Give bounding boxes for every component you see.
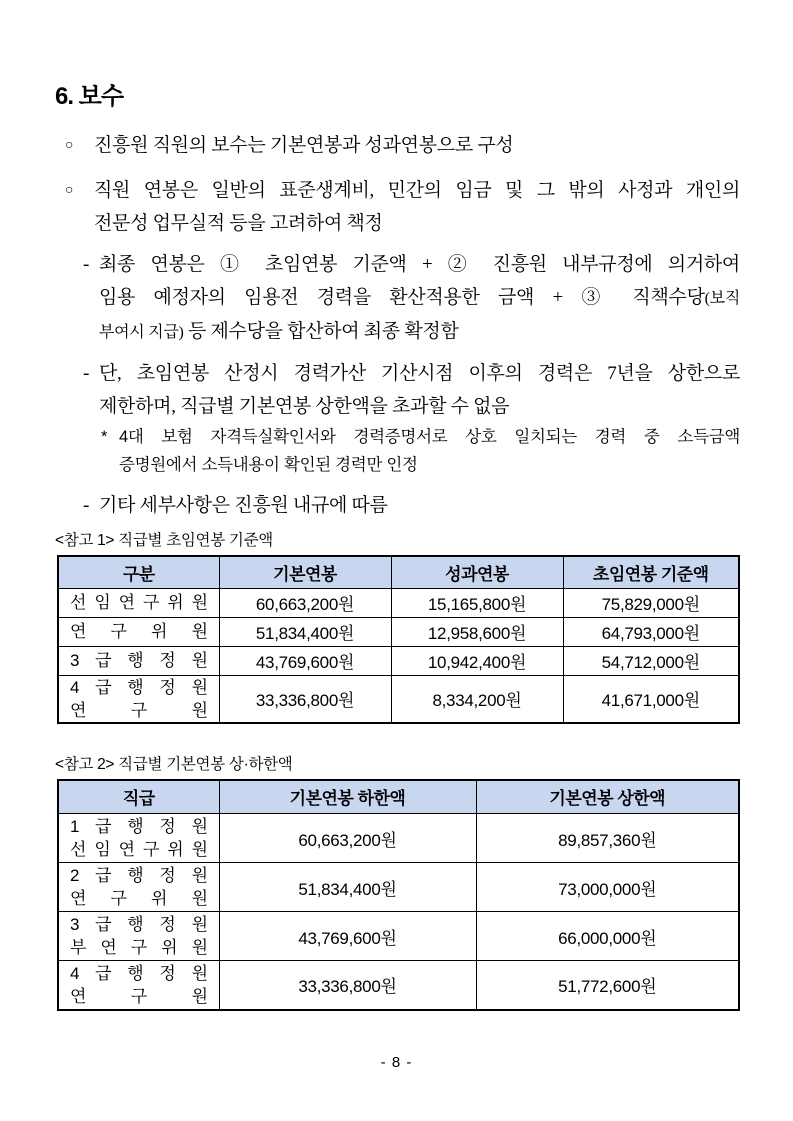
rank-label-cell: 4 급 행 정 원 연 구 원 [58,675,219,723]
text-segment: 등 제수당을 합산하여 최종 확정함 [183,321,459,342]
paragraph-line: 최종 연봉은 ① 초임연봉 기준액 + ② 진흥원 내부규정에 의거하여 [99,254,740,275]
paragraph-line: 진흥원 직원의 보수는 기본연봉과 성과연봉으로 구성 [94,135,514,156]
text-segment-small: 부여시 지급) [99,324,184,341]
rank-label-cell: 3 급 행 정 원 부 연 구 위 원 [58,912,219,961]
dash-text [99,489,740,522]
star-note [101,423,740,479]
table-header-row [58,556,739,588]
value-cell: 73,000,000원 [476,863,739,912]
paragraph-line: 4대 보험 자격득실확인서와 경력증명서로 상호 일치되는 경력 중 소득금액 [119,428,740,446]
table-row [58,814,739,863]
rank-label-cell: 4 급 행 정 원 연 구 원 [58,961,219,1010]
value-cell: 43,769,600원 [219,646,391,675]
header-cell-rank: 직급 [58,780,219,814]
value-cell: 51,772,600원 [476,961,739,1010]
value-cell: 10,942,400원 [391,646,563,675]
paragraph-line: 단, 초임연봉 산정시 경력가산 기산시점 이후의 경력은 7년을 상한으로 [99,363,740,384]
value-cell: 15,165,800원 [391,588,563,617]
paragraph-line: 제한하며, 직급별 기본연봉 상한액을 초과할 수 없음 [99,396,510,417]
text-segment: 임용 예정자의 임용전 경력을 환산적용한 금액 + ③ 직책수당 [99,287,705,308]
value-cell: 51,834,400원 [219,617,391,646]
header-cell-base-salary: 기본연봉 [219,556,391,588]
circle-bullet-marker: ○ [65,138,74,153]
value-cell: 33,336,800원 [219,675,391,723]
rank-label-cell: 2 급 행 정 원 연 구 위 원 [58,863,219,912]
bullet-text [94,174,740,240]
table-row [58,646,739,675]
value-cell: 75,829,000원 [563,588,739,617]
paragraph-line: 기타 세부사항은 진흥원 내규에 따름 [99,495,388,516]
star-marker: * [101,428,108,446]
dash-item-1 [83,248,740,349]
value-cell: 54,712,000원 [563,646,739,675]
table-row [58,863,739,912]
reference1-caption: <참고 1> 직급별 초임연봉 기준액 [55,532,273,549]
page-number: - 8 - [380,1054,413,1071]
rank-label-cell: 1 급 행 정 원 선 임 연 구 위 원 [58,814,219,863]
table-row [58,912,739,961]
table-row [58,675,739,723]
rank-label-cell: 연 구 위 원 [58,617,219,646]
value-cell: 64,793,000원 [563,617,739,646]
value-cell: 89,857,360원 [476,814,739,863]
value-cell: 60,663,200원 [219,814,476,863]
bullet-item-1 [65,129,740,162]
circle-bullet-marker: ○ [65,183,74,198]
dash-marker: - [83,254,90,275]
header-cell-starting-standard: 초임연봉 기준액 [563,556,739,588]
value-cell: 41,671,000원 [563,675,739,723]
bullet-item-2 [65,174,740,240]
reference2-caption: <참고 2> 직급별 기본연봉 상·하한액 [55,755,293,773]
paragraph-line: 증명원에서 소득내용이 확인된 경력만 인정 [119,456,418,474]
paragraph-line [99,315,740,349]
text-segment-small: (보직 [704,290,740,307]
value-cell: 43,769,600원 [219,912,476,961]
dash-marker: - [83,363,90,384]
table-starting-salary [57,555,740,724]
value-cell: 51,834,400원 [219,863,476,912]
dash-item-3 [83,489,740,522]
rank-label-cell: 선 임 연 구 위 원 [58,588,219,617]
value-cell: 12,958,600원 [391,617,563,646]
header-cell-upper-limit: 기본연봉 상한액 [476,780,739,814]
table-row [58,961,739,1010]
value-cell: 66,000,000원 [476,912,739,961]
paragraph-line: 직원 연봉은 일반의 표준생계비, 민간의 임금 및 그 밖의 사정과 개인의 [94,180,740,201]
table-row [58,588,739,617]
table-row [58,617,739,646]
paragraph-line [99,281,740,315]
dash-item-2 [83,357,740,423]
value-cell: 60,663,200원 [219,588,391,617]
dash-text [99,248,740,349]
header-cell-gubun: 구분 [58,556,219,588]
value-cell: 8,334,200원 [391,675,563,723]
header-cell-lower-limit: 기본연봉 하한액 [219,780,476,814]
table-salary-limits [57,779,740,1011]
rank-label-cell: 3 급 행 정 원 [58,646,219,675]
paragraph-line: 전문성 업무실적 등을 고려하여 책정 [94,213,383,234]
table-header-row [58,780,739,814]
header-cell-performance-salary: 성과연봉 [391,556,563,588]
value-cell: 33,336,800원 [219,961,476,1010]
dash-marker: - [83,495,90,516]
section-title: 6. 보수 [55,83,124,110]
dash-text [99,357,740,423]
bullet-text [94,129,740,162]
note-text [119,423,740,479]
